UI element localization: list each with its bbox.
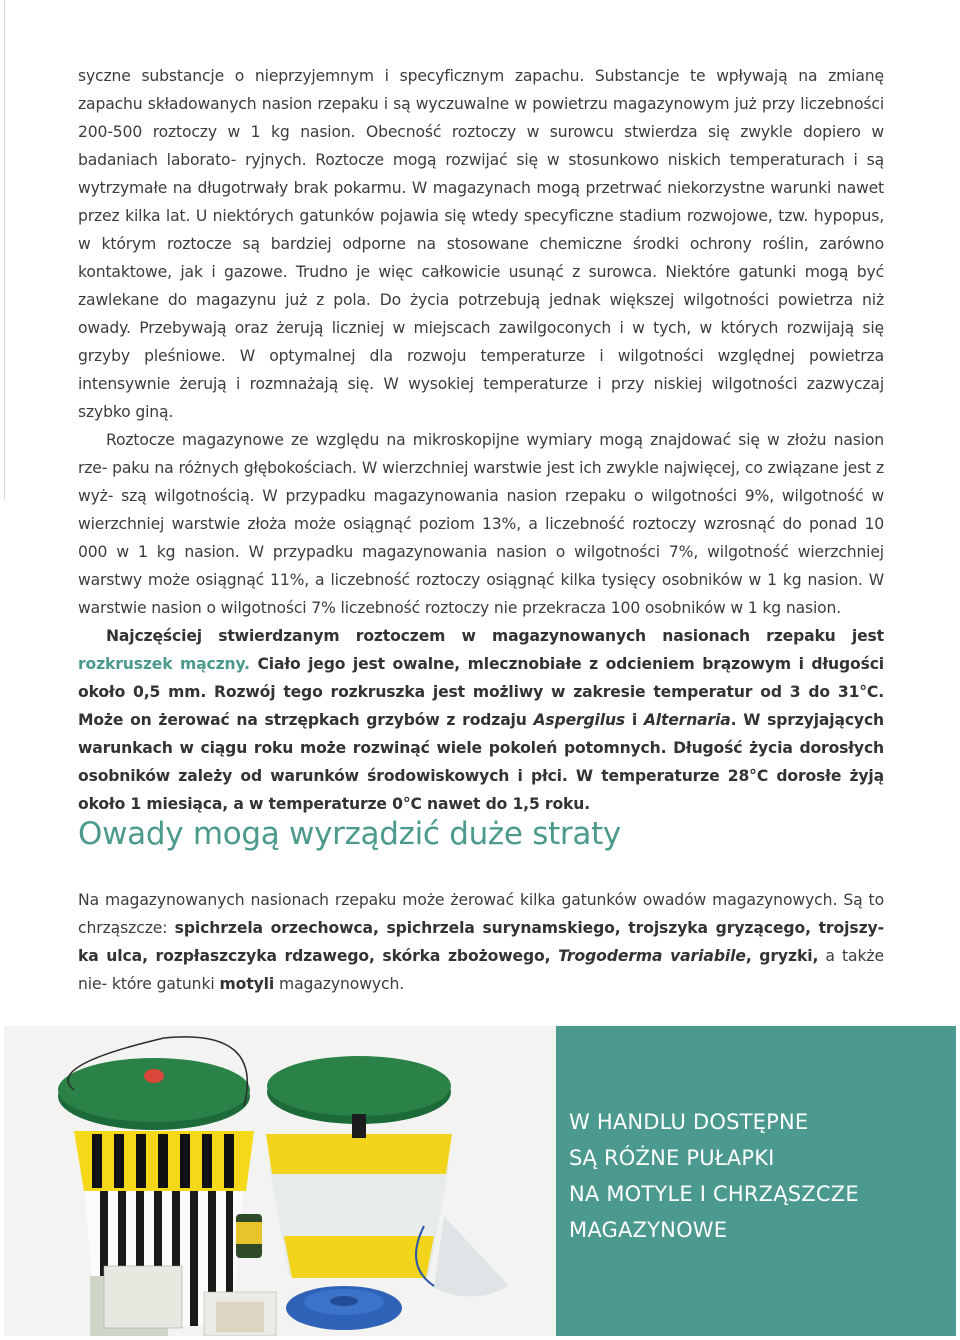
traps-photo xyxy=(4,1026,556,1336)
caption-line-4: MAGAZYNOWE xyxy=(569,1218,728,1242)
beetle-list: spichrzela orzechowca, spichrzela surynamskiego, trojszyka gryzącego, trojszy- xyxy=(174,919,884,937)
traps-illustration xyxy=(4,1026,556,1336)
paragraph-mites-depth: Roztocze magazynowe ze względu na mikroskopijne wymiary mogą znajdować się w złożu nasion rze- paku na różnych głębokościach. W wierzchniej warstwie jest ich zwykle najwięcej, co związane jest z wyż- szą wilgotnością. W przypadku magazynowania nasion rzepaku o wilgotności 9%, wilgotność w wierzchniej warstwie złoża może osiągnąć poziom 13%, a liczebność roztoczy wzrosnąć do ponad 10 000 w 1 kg nasion. W przypadku magazynowania nasion o wilgotności 7%, wilgotność wierzchniej warstwy może osiągnąć 11%, a liczebność roztoczy osiągnąć kilka tysięcy osobników w 1 kg nasion. W warstwie nasion o wilgotności 7% liczebność roztoczy nie przekracza 100 osobników w 1 kg nasion. xyxy=(78,431,885,617)
body-text xyxy=(78,62,884,818)
page-margin-rule xyxy=(4,0,5,500)
insects-intro: Na magazynowanych nasionach rzepaku może żerować kilka gatunków owadów magazynowych. Są to chrząszcze: spichrzela orzechowca, spichrzela surynamskiego, trojszyka gryzącego, trojszy- ka ulca, rozpłaszczyka rdzawego, skórka zbożowego, Trogoderma variabile, gryzki, a także nie- które gatunki motyli magazynowych. xyxy=(78,891,885,993)
species-highlight: rozkruszek xyxy=(78,655,173,673)
caption-line-2: SĄ RÓŻNE PUŁAPKI xyxy=(569,1146,775,1170)
caption-line-1: W HANDLU DOSTĘPNE xyxy=(569,1110,809,1134)
species-highlight-cont: mączny. xyxy=(180,655,250,673)
moths-highlight: motyli xyxy=(219,975,275,993)
caption-line-3: NA MOTYLE I CHRZĄSZCZE xyxy=(569,1182,859,1206)
genus-aspergilus: Aspergilus xyxy=(533,711,626,729)
traps-caption-box xyxy=(556,1026,956,1336)
species-trogoderma: Trogoderma variabile xyxy=(558,947,746,965)
beetle-list-cont: ka ulca, rozpłaszczyka rdzawego, skórka zbożowego, xyxy=(78,947,559,965)
lure-vial xyxy=(236,1214,262,1258)
disc-trap xyxy=(286,1286,402,1330)
section-heading: Owady mogą wyrządzić duże straty xyxy=(78,816,621,852)
paragraph-mites-smell: syczne substancje o nieprzyjemnym i specyficznym zapachu. Substancje te wpływają na zmianę zapachu składowanych nasion rzepaku i są wyczuwalne w powietrzu magazynowym już przy liczebności 200-500 roztoczy w 1 kg nasion. Obecność roztoczy w surowcu stwierdza się zwykle dopiero w badaniach laborato- ryjnych. Roztocze mogą rozwijać się w stosunkowo niskich temperaturach i są wytrzymałe na długotrwały brak pokarmu. W magazynach mogą przetrwać niekorzystne warunki nawet przez kilka lat. U niektórych gatunków pojawia się wtedy specyficzne stadium rozwojowe, tzw. hypopus, w którym roztocze są bardziej odporne na stosowane chemiczne środki ochrony roślin, zarówno kontaktowe, jak i gazowe. Trudno je więc całkowicie usunąć z surowca. Niektóre gatunki mogą być zawlekane do magazynu już z pola. Do życia potrzebują jednak większej wilgotności powietrza niż owady. Przebywają oraz żerują liczniej w miejscach zawilgoconych i w tych, w których rozwijają się grzyby pleśniowe. W optymalnej dla rozwoju temperaturze i wilgotności względnej powietrza intensywnie żerują i rozmnażają się. W wysokiej temperaturze i przy niskiej wilgotności zazwyczaj szybko giną. xyxy=(78,67,885,421)
funnel-trap xyxy=(266,1056,452,1278)
genus-alternaria: Alternaria xyxy=(643,711,731,729)
paragraph-flour-mite: Najczęściej stwierdzanym roztoczem w magazynowanych nasionach rzepaku jest rozkruszek mączny. Ciało jego jest owalne, mlecznobiałe z odcieniem brązowym i długości około 0,5 mm. Rozwój tego rozkruszka jest możliwy w zakresie temperatur od 3 do 31°C. Może on żerować na strzępkach grzybów z rodzaju Aspergilus i Alternaria. W sprzyjających warunkach w ciągu roku może rozwinąć wiele pokoleń potomnych. Długość życia dorosłych osobników zależy od warunków środowiskowych i płci. W temperaturze 28°C dorosłe żyją około 1 miesiąca, a w temperaturze 0°C nawet do 1,5 roku. xyxy=(78,627,885,813)
